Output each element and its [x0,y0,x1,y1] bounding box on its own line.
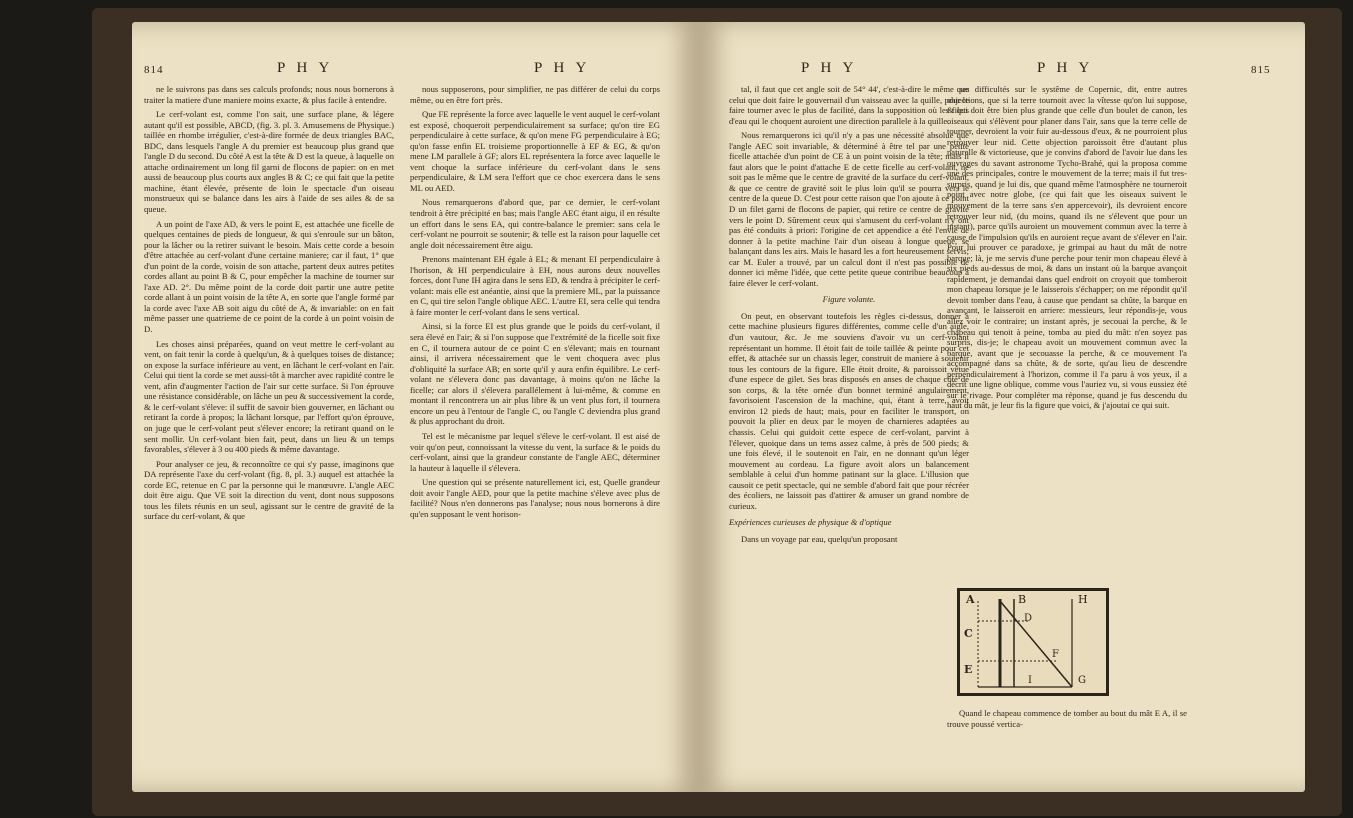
text-column [410,84,660,774]
running-head: P H Y [277,60,334,76]
figure-label: B [1018,593,1027,606]
running-head: P H Y [801,60,858,76]
running-head: P H Y [1037,60,1094,76]
text-column [947,84,1187,589]
figure-label: H [1078,593,1088,606]
page-number: 814 [144,64,164,76]
paragraph: Nous remarquerons d'abord que, par ce dernier, le cerf-volant tendroit à être précipité en bas; mais l'angle AEC étant aigu, il en résulte un effort dans le sens EA, qui contre-balance le premier: sans cela le cerf-volant ne pourroit se soutenir; & telle est la raison pour laquelle cet angle doit nécessairement être aigu. [410,197,660,250]
text-column [144,84,394,774]
right-page [699,22,1305,792]
paragraph: Que FE représente la force avec laquelle le vent auquel le cerf-volant est exposé, choqueroit perpendiculairement sa surface; qu'on tire EG perpendiculaire à cette surface, & qu'on mene FG perpendiculaire à EG; qu'on fasse enfin EL troisieme proportionnelle à EF & EG, & qu'on mene LM parallele à GF; alors EL représentera la force avec laquelle le vent choque la surface inférieure du cerf-volant dans le sens perpendiculaire, & LM sera l'effort que ce choc exercera dans le sens ML ou AED. [410,109,660,193]
left-page [132,22,699,792]
paragraph: ne le suivrons pas dans ses calculs profonds; nous nous bornerons à traiter la matiere d'une maniere moins exacte, & plus facile à entendre. [144,84,394,105]
figure-label: A [966,593,975,606]
figure-label: F [1052,649,1059,660]
figure-title: Figure volante. [822,294,876,305]
page-number: 815 [1251,64,1271,76]
paragraph: nous supposerons, pour simplifier, ne pas différer de celui du corps même, ou en être fort près. [410,84,660,105]
figure-label: I [1028,675,1032,686]
section-title: Expériences curieuses de physique & d'optique [729,517,892,528]
figure-label: C [964,627,973,640]
paragraph: Quand le chapeau commence de tomber au bout du mât E A, il se trouve poussé vertica- [947,708,1187,729]
figure-label: G [1078,675,1086,686]
paragraph: Prenons maintenant EH égale à EL; & menant EI perpendiculaire à l'horison, & HI perpendiculaire à EH, nous aurons deux nouvelles forces, dont l'une IH agira dans le sens ED, & tendra à précipiter le cerf-volant: mais elle est anéantie, ainsi que la premiere ML, par la puissance en C, qui tire selon l'angle oblique AEC. L'autre EI, sera celle qui tendra à faire monter le cerf-volant dans le sens vertical. [410,254,660,317]
paragraph: On peut, en observant toutefois les règles ci-dessus, donner à cette machine plusieurs figures différentes, comme celle d'un aigle, d'un vautour, &c. Je me souviens d'avoir vu un cerf-volant représentant un homme. Il étoit fait de toile taillée & peinte pour cet effet, & attachée sur un chassis leger, construit de maniere à soutenir tous les contours de la figure. Elle étoit droite, & paroissoit vêtue d'une espece de gilet. Ses bras disposés en anses de chaque côté de son corps, & la tête ornée d'un bonnet terminé angulairement, favorisoient l'ascension de la machine, qui, étant à terre, avoit environ 12 pieds de haut; mais, pour en faciliter le transport, on pouvoit la plier en deux par le moyen de charnieres adaptées au chassis. Celui qui guidoit cette espece de cerf-volant, parvint à l'élever, quoique dans un tems assez calme, à près de 500 pieds; & une fois élevé, il le soutenoit en l'air, en ne donnant qu'un léger mouvement au cordeau. La figure avoit alors un balancement semblable à celui d'un homme patinant sur la glace. L'illusion que causoit ce petit spectacle, qui ne semble d'abord fait que pour récréer des écoliers, ne laissoit pas d'attirer & amuser un grand nombre de curieux. [729,310,969,511]
diagram-figure [957,588,1109,696]
paragraph: Dans un voyage par eau, quelqu'un proposant [741,533,898,544]
paragraph: tal, il faut que cet angle soit de 54° 44', c'est-à-dire le même que celui que doit faire le gouvernail d'un vaisseau avec la quille, pour le faire tourner avec le plus de facilité, dans la supposition où les filets d'eau qui le choquent auroient une direction parallele à la quille. [729,84,969,126]
text-column [729,84,969,774]
paragraph: Une question qui se présente naturellement ici, est, Quelle grandeur doit avoir l'angle AED, pour que la petite machine s'éleve avec plus de facilité? Nous n'en donnerons pas l'analyse; nous nous bornerons à dire qu'en supposant le vent horison- [410,477,660,519]
paragraph: Le cerf-volant est, comme l'on sait, une surface plane, & légere autant qu'il est possible, ABCD, (fig. 3. pl. 3. Amusemens de Physique.) taillée en rhombe irrégulier, c'est-à-dire formée de deux triangles BAC, BDC, dans lesquels l'angle A du premier est beaucoup plus grand que l'angle D du second. Du côté A est la tête & D est la queue, à laquelle on attache ordinairement un long fil garni de flocons de papier: on en met aussi de beaucoup plus courts aux angles B & C; ce qui fait que la petite machine, étant élevée, présente de loin le spectacle d'un oiseau monstrueux qui se balance dans les airs à l'aide de ses ailes & de sa queue. [144,109,394,215]
paragraph: A un point de l'axe AD, & vers le point E, est attachée une ficelle de quelques centaines de pieds de longueur, & qui s'enroule sur un bâton, pour la lâcher ou la retirer suivant le besoin. Mais cette corde a besoin d'être attachée au cerf-volant d'une certaine maniere; car il faut, 1° que d'un point de la corde, voisin de son attache, partent deux autres petites cordes allant au point B & C, pour empêcher la machine de tourner sur l'axe AD. 2°. Du même point de la corde doit partir une autre petite corde allant à un point voisin de la tête A, en sorte que l'angle formé par la corde avec l'axe AB soit aigu du côté de A, & invariable: on en fait même passer une quatrieme de ce point de la corde à un point voisin de D. [144,218,394,335]
paragraph: Tel est le mécanisme par lequel s'éleve le cerf-volant. Il est aisé de voir qu'on peut, connoissant la vitesse du vent, la surface & le poids du cerf-volant, ainsi que la grandeur constante de l'angle AEC, déterminer la hauteur à laquelle il s'élevera. [410,430,660,473]
paragraph: Pour analyser ce jeu, & reconnoître ce qui s'y passe, imaginons que DA représente l'axe du cerf-volant (fig. 8, pl. 3.) auquel est attachée la corde EC, retenue en C par la personne qui le manœuvre. L'angle AEC doit être aigu. Que VE soit la direction du vent, dont nous supposons tous les filets réunis en un seul, agissant sur le centre de gravité de la surface du cerf-volant, & que [144,458,394,522]
paragraph: Les choses ainsi préparées, quand on veut mettre le cerf-volant au vent, on fait tenir la corde à quelqu'un, & à quelques toises de distance; on expose la surface inférieure au vent, en lâchant le cerf-volant en l'air. Celui qui tient la corde se met aussi-tôt à marcher avec rapidité contre le vent, afin d'augmenter l'action de l'air sur cette surface. Si l'on éprouve une résistance considérable, on lâche un peu & successivement la corde, & le cerf-volant s'éleve: il suffit de savoir bien gouverner, en lâchant ou retirant la corde à propos; la lâchant lorsque, par l'effort qu'on éprouve, on juge que le cerf-volant peut s'élever encore; la retirant quand on le sent mollir. Un cerf-volant bien fait, peut, dans un lieu & un temps favorables, s'élever à 3 ou 400 pieds & même davantage. [144,338,394,455]
paragraph: Nous remarquerons ici qu'il n'y a pas une nécessité absolue que l'angle AEC soit invariable, & déterminé à être tel par une petite ficelle attachée d'un point de CE à un point voisin de la tête; mais il faut alors que le point d'attache E de cette ficelle au cerf-volant, ne soit pas le même que le centre de gravité de la surface du cerf-volant, & que ce centre de gravité soit le plus loin qu'il se pourra vers le centre de la queue D. C'est pour cette raison que l'on ajoute à ce point D un filet garni de flocons de papier, qui retire ce centre de gravité vers le point D. Sûrement ceux qui s'amusent du cerf-volant n'y ont pas été conduits à priori: l'origine de cet appendice a été l'envie de donner à la petite machine l'air d'un oiseau à longue queue, se balançant dans les airs. Mais le hasard les a fort heureusement servis; car M. Euler a trouvé, par un calcul dont il n'est pas possible de donner ici même l'idée, que cette petite queue contribue beaucoup à faire élever le cerf-volant. [729,130,969,288]
running-head: P H Y [534,60,591,76]
figure-label: D [1024,613,1033,624]
figure-label: E [964,663,973,676]
paragraph: ses difficultés sur le systême de Copernic, dit, entre autres objections, que si la terre tournoit avec la vîtesse qu'on lui suppose, & qui doit être bien plus grande que celle d'un boulet de canon, les oiseaux qui s'élèvent pour planer dans l'air, sans que la terre celle de tourner, devroient la voir fuir au-dessous d'eux, & ne pourroient plus retrouver leur nid. Cette objection paroissoit être d'autant plus naturelle & victorieuse, que je convins d'abord de l'avoir lue dans les ouvrages du savant astronome Tycho-Brahé, qui la proposa comme une des principales, contre le mouvement de la terre; mais il fut tres-surpris, quand je lui dis, que quand même l'atmosphère ne tourneroit point avec notre globe, (ce qui fait que les oiseaux suivent le mouvement de la terre sans s'en appercevoir), ils devroient encore retrouver leur nid, (du moins, quand ils ne s'élevent que pour un instant), parce qu'ils auroient un mouvement commun avec la terre à cause de l'impulsion qu'ils en auroient reçue avant de s'élever en l'air. Pour lui prouver ce paradoxe, je grimpai au haut du mât de notre barque; là, je me servis d'une perche pour tenir mon chapeau élevé à six pieds au-dessus de moi, & dans un instant où la barque avançoit rapidement, je demandai dans quel endroit on croyoit que tomberoit mon chapeau lorsque je le laisserois s'échapper; on me répondit qu'il devoit tomber dans l'eau, à cause que pendant sa chûte, la barque en avançant, le laisseroit en arriere: messieurs, leur répondis-je, vous allez voir le contraire; un instant après, je secouai la perche, & le chapeau qui tenoit à peine, tomba au pied du mât: n'en soyez pas surpris, dis-je; le chapeau avoit un mouvement commun avec la barque, avant que je secouasse la perche, & ce mouvement l'a accompagné dans sa chûte, & de sorte, qu'au lieu de descendre perpendiculairement à l'horizon, comme il l'a paru à vos yeux, il a décrit une ligne oblique, comme vous l'auriez vu, si vous eussiez été sur le rivage. Pour compléter ma réponse, quand je fus descendu du haut du mât, je leur fis la figure que voici, & j'ajoutai ce qui suit. [947,84,1187,411]
paragraph: Ainsi, si la force EI est plus grande que le poids du cerf-volant, il sera élevé en l'air; & si l'on suppose que l'extrémité de la ficelle soit fixe en C, il tournera autour de ce point C en s'élevant; mais en tournant ainsi, il arrivera nécessairement que le vent choquera avec plus d'obliquité la surface AB; en sorte qu'il y aura enfin équilibre. Le cerf-volant ne s'élevera donc pas davantage, à moins qu'on ne lâche la ficelle; car alors il s'élevera parallélement à lui-même, & comme en montant il rencontrera un air plus libre & un vent plus fort, il tournera encore un peu à l'entour de l'angle C, ou l'angle C deviendra plus grand & plus approchant du droit. [410,321,660,427]
